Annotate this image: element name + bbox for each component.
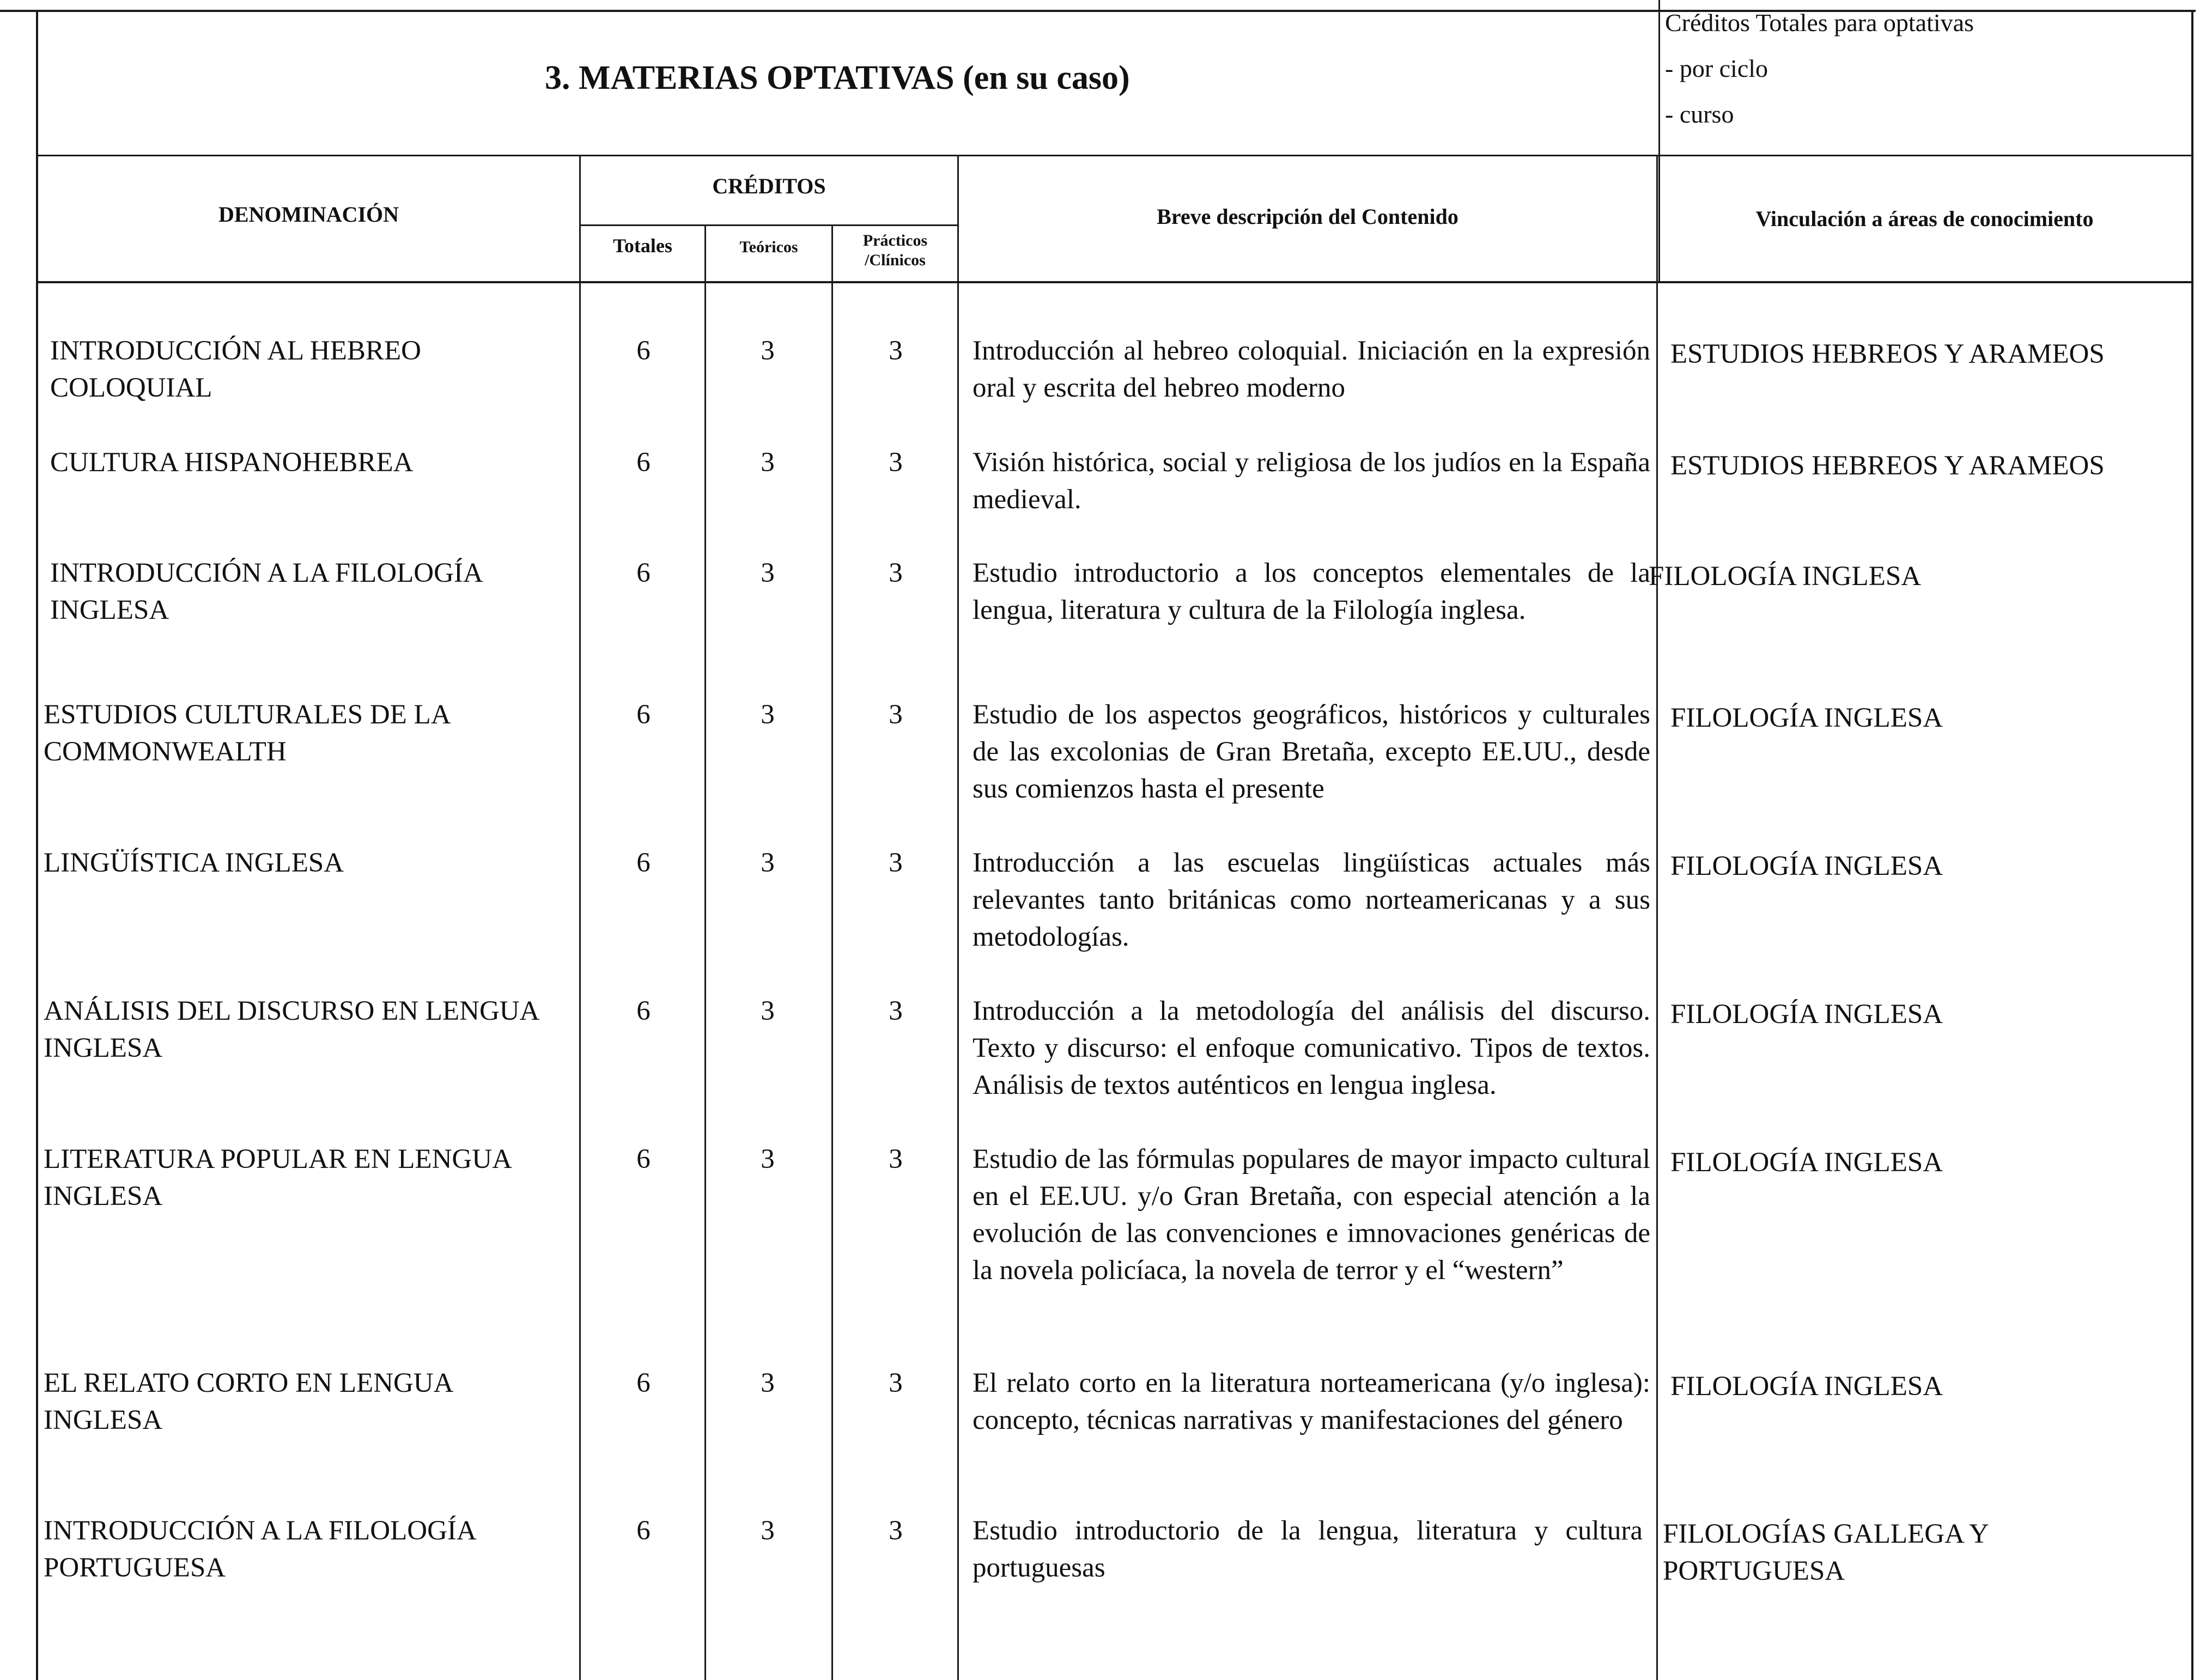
row-creditos-practicos: 3 — [889, 848, 903, 878]
row-creditos-teoricos: 3 — [761, 447, 775, 478]
row-denominacion: INTRODUCCIÓN AL HEBREO COLOQUIAL — [50, 336, 421, 403]
header-practicos — [833, 231, 957, 270]
row-creditos-totales: 6 — [636, 558, 651, 588]
row-denominacion: LINGÜÍSTICA INGLESA — [44, 848, 344, 878]
row-descripcion: Visión histórica, social y religiosa de los judíos en la España medieval. — [973, 447, 1650, 515]
row-denominacion: CULTURA HISPANOHEBREA — [50, 447, 414, 478]
col-creditos-divider — [957, 155, 959, 1680]
row-denominacion: ANÁLISIS DEL DISCURSO EN LENGUA INGLESA — [44, 996, 538, 1063]
header-creditos: CRÉDITOS — [712, 174, 826, 198]
header-descripcion: Breve descripción del Contenido — [1157, 204, 1458, 229]
row-creditos-totales: 6 — [636, 848, 651, 878]
row-creditos-teoricos: 3 — [761, 1144, 775, 1174]
row-creditos-totales: 6 — [636, 447, 651, 478]
row-creditos-teoricos: 3 — [761, 996, 775, 1026]
row-descripcion: Introducción a las escuelas lingüísticas actuales más relevantes tanto británicas como norteamericanas y a sus metodologías. — [973, 848, 1650, 952]
row-creditos-teoricos: 3 — [761, 336, 775, 366]
row-creditos-teoricos: 3 — [761, 558, 775, 588]
row-denominacion: LITERATURA POPULAR EN LENGUA INGLESA — [44, 1144, 511, 1212]
row-area: FILOLOGÍA INGLESA — [1670, 1147, 1943, 1178]
header-vinculacion: Vinculación a áreas de conocimiento — [1755, 206, 2094, 231]
header-top-rule — [36, 155, 2193, 156]
row-creditos-totales: 6 — [636, 1368, 651, 1398]
row-descripcion: Estudio introductorio a los conceptos elementales de la lengua, literatura y cultura de la Filología inglesa. — [973, 558, 1650, 625]
row-creditos-practicos: 3 — [889, 996, 903, 1026]
row-creditos-totales: 6 — [636, 336, 651, 366]
header-totales: Totales — [613, 235, 672, 257]
row-area: FILOLOGÍA INGLESA — [1670, 851, 1943, 881]
title-divider — [1658, 0, 1660, 283]
header-teoricos: Teóricos — [739, 238, 798, 256]
row-creditos-practicos: 3 — [889, 336, 903, 366]
header-practicos-line1: Prácticos — [862, 232, 928, 249]
row-creditos-teoricos: 3 — [761, 848, 775, 878]
header-denominacion: DENOMINACIÓN — [218, 202, 399, 227]
row-creditos-practicos: 3 — [889, 699, 903, 730]
row-creditos-practicos: 3 — [889, 1515, 903, 1546]
left-border — [36, 10, 38, 1680]
col-descripcion-divider — [1656, 155, 1658, 1680]
row-creditos-totales: 6 — [636, 996, 651, 1026]
right-border — [2191, 10, 2193, 1680]
row-area: FILOLOGÍA INGLESA — [1670, 703, 1943, 733]
header-practicos-line2: /Clínicos — [865, 251, 926, 269]
row-descripcion: Introducción a la metodología del análisis del discurso. Texto y discurso: el enfoque comunicativo. Tipos de textos. Análisis de textos auténticos en lengua inglesa. — [973, 996, 1650, 1100]
row-denominacion: INTRODUCCIÓN A LA FILOLOGÍA INGLESA — [50, 558, 482, 625]
header-bottom-rule — [36, 281, 2193, 283]
row-descripcion: Estudio de los aspectos geográficos, históricos y culturales de las excolonias de Gran Bretaña, excepto EE.UU., desde sus comienzos hasta el presente — [973, 699, 1650, 804]
creditos-sub-rule — [579, 224, 958, 226]
row-creditos-practicos: 3 — [889, 1144, 903, 1174]
col-teoricos-divider — [831, 224, 833, 1680]
row-denominacion: ESTUDIOS CULTURALES DE LA COMMONWEALTH — [44, 699, 449, 767]
col-denominacion-divider — [579, 155, 581, 1680]
row-creditos-teoricos: 3 — [761, 699, 775, 730]
row-area: FILOLOGÍA INGLESA — [1670, 999, 1943, 1030]
row-area: FILOLOGÍA INGLESA — [1649, 561, 1922, 592]
row-descripcion: Estudio introductorio de la lengua, literatura y cultura portuguesas — [973, 1515, 1643, 1583]
page-title: 3. MATERIAS OPTATIVAS (en su caso) — [545, 59, 1130, 96]
creditos-totales-label: Créditos Totales para optativas — [1665, 9, 1974, 36]
row-descripcion: El relato corto en la literatura norteamericana (y/o inglesa): concepto, técnicas narrativas y manifestaciones del género — [973, 1368, 1650, 1435]
creditos-curso: - curso — [1665, 100, 1734, 128]
col-totales-divider — [704, 224, 706, 1680]
row-creditos-totales: 6 — [636, 1144, 651, 1174]
row-creditos-practicos: 3 — [889, 1368, 903, 1398]
row-creditos-practicos: 3 — [889, 558, 903, 588]
row-descripcion: Introducción al hebreo coloquial. Iniciación en la expresión oral y escrita del hebreo moderno — [973, 336, 1650, 403]
row-creditos-teoricos: 3 — [761, 1515, 775, 1546]
creditos-totales-block — [1665, 0, 1974, 137]
row-denominacion: INTRODUCCIÓN A LA FILOLOGÍA PORTUGUESA — [44, 1515, 475, 1583]
row-area: FILOLOGÍAS GALLEGA Y PORTUGUESA — [1663, 1519, 1988, 1586]
row-descripcion: Estudio de las fórmulas populares de mayor impacto cultural en el EE.UU. y/o Gran Bretaña, con especial atención a la evolución de las convenciones e imnovaciones genéricas de la novela policíaca, la novela de terror y el “western” — [973, 1144, 1650, 1286]
row-area: ESTUDIOS HEBREOS Y ARAMEOS — [1670, 339, 2105, 369]
row-creditos-practicos: 3 — [889, 447, 903, 478]
row-creditos-totales: 6 — [636, 699, 651, 730]
row-denominacion: EL RELATO CORTO EN LENGUA INGLESA — [44, 1368, 452, 1435]
creditos-por-ciclo: - por ciclo — [1665, 54, 1768, 82]
row-area: FILOLOGÍA INGLESA — [1670, 1371, 1943, 1402]
row-creditos-teoricos: 3 — [761, 1368, 775, 1398]
row-creditos-totales: 6 — [636, 1515, 651, 1546]
row-area: ESTUDIOS HEBREOS Y ARAMEOS — [1670, 451, 2105, 481]
